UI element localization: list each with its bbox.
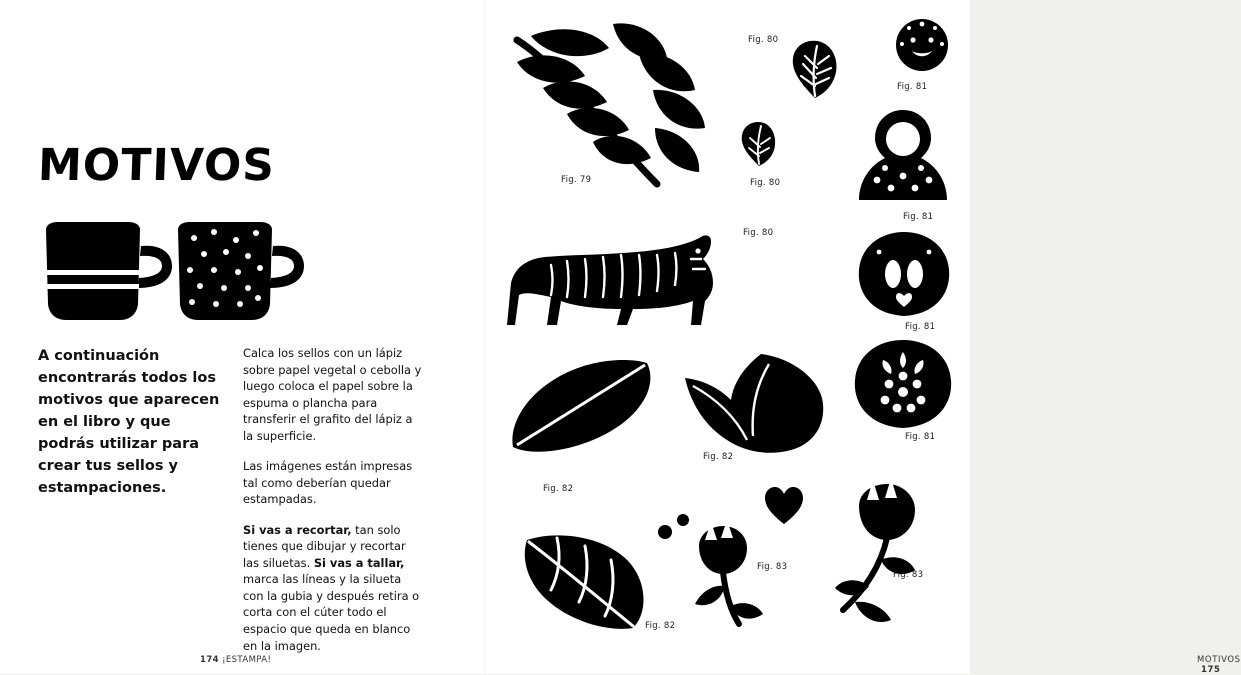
- rest-tallar: marca las líneas y la silueta con la gubia y después retira o corta con el cúter todo el espacio que queda en blanco en la imagen.: [243, 572, 420, 653]
- tulip-flower-right-stamp: [815, 478, 955, 638]
- left-page: [0, 0, 485, 674]
- two-mugs-illustration: [38, 218, 278, 328]
- paragraph-1: Calca los sellos con un lápiz sobre papel vegetal o cebolla y luego coloca el papel sobre la espuma o plancha para transferir el grafito del lápiz a la superficie.: [243, 346, 422, 443]
- tulip-flower-left-stamp: [653, 512, 783, 640]
- tiger-stamp: [505, 225, 735, 335]
- caption-fig-83-b: Fig. 83: [893, 570, 924, 580]
- caption-fig-81-b: Fig. 81: [903, 212, 934, 222]
- tulip-body-stamp: [855, 230, 953, 318]
- mugs-svg: [38, 218, 278, 328]
- paragraph-2: Las imágenes están impresas tal como deberían quedar estampadas.: [243, 459, 413, 507]
- caption-fig-81-c: Fig. 81: [905, 322, 936, 332]
- folio-right-number: 175: [1201, 665, 1221, 675]
- branch-with-leaves-stamp: [505, 18, 725, 198]
- matryoshka-doll-stamp: [853, 108, 953, 206]
- lead-tallar: Si vas a tallar,: [313, 555, 405, 570]
- intro-text: A continuación encontrarás todos los motivos que aparecen en el libro y que podrás utilizar para crear tus sellos y estampaciones.: [38, 348, 220, 497]
- caption-fig-83-a: Fig. 83: [757, 562, 788, 572]
- caption-fig-80-b: Fig. 80: [750, 178, 781, 188]
- folio-left: [200, 655, 271, 665]
- caption-fig-82-b: Fig. 82: [703, 452, 734, 462]
- caption-fig-81-a: Fig. 81: [897, 82, 928, 92]
- caption-fig-82-c: Fig. 82: [645, 621, 676, 631]
- caption-fig-79: Fig. 79: [561, 175, 592, 185]
- monstera-leaf-small-stamp: [785, 38, 841, 100]
- rest-recortar: tan solo tienes que dibujar y recortar las siluetas.: [243, 522, 406, 570]
- caption-fig-80-a: Fig. 80: [748, 35, 779, 45]
- instructions-column: [243, 345, 423, 668]
- leaf-oval-stamp: [507, 355, 667, 467]
- flower-body-stamp: [851, 338, 955, 430]
- folio-left-number: 174: [200, 655, 219, 665]
- lead-recortar: Si vas a recortar,: [243, 522, 352, 537]
- folio-left-label: ¡ESTAMPA!: [222, 655, 272, 665]
- matryoshka-face-stamp: [895, 18, 949, 72]
- folio-right-label: MOTIVOS: [1197, 655, 1241, 665]
- caption-fig-80-c: Fig. 80: [743, 228, 774, 238]
- page-title: MOTIVOS: [37, 140, 276, 191]
- caption-fig-81-d: Fig. 81: [905, 432, 936, 442]
- folio-right: [1197, 655, 1241, 675]
- paragraph-3: [243, 522, 423, 654]
- monstera-leaf-tiny-stamp: [737, 120, 779, 168]
- right-page: [485, 0, 1241, 675]
- palm-leaf-stamp: [513, 528, 653, 638]
- caption-fig-82-a: Fig. 82: [543, 484, 574, 494]
- leaf-pointed-stamp: [677, 350, 827, 468]
